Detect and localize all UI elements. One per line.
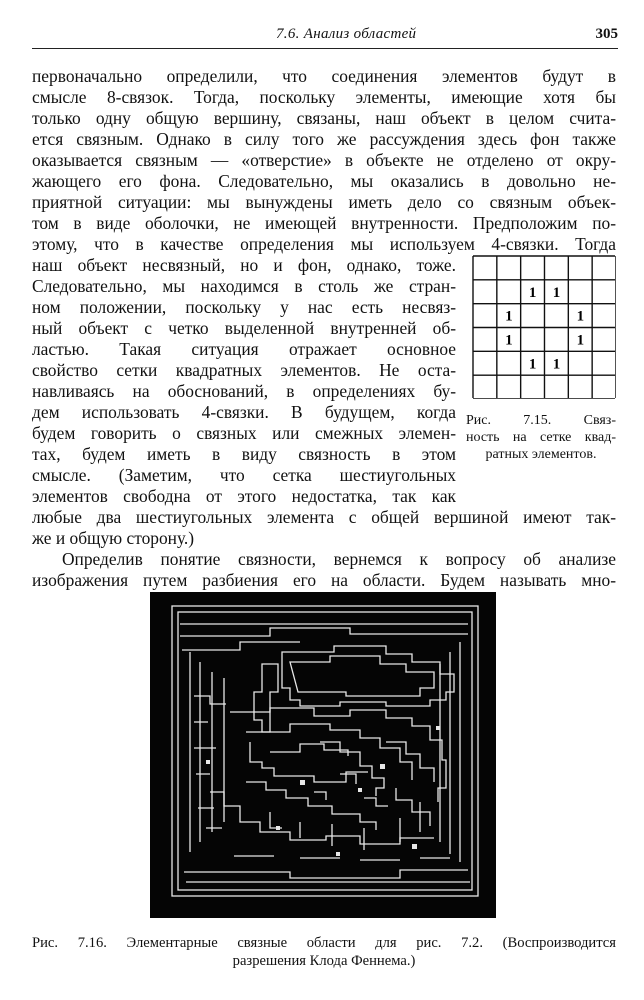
grid-cell-value: 1 xyxy=(552,356,561,373)
text-line: этому, что в качестве определения мы используем 4-связки. Тогда xyxy=(32,234,616,254)
figure-7-15-caption xyxy=(466,412,616,463)
running-title: 7.6. Анализ областей xyxy=(276,26,417,42)
text-line: будем говорить о связных или смежных элемен- xyxy=(32,423,456,443)
text-line: навливаясь на обоснований, в определениях бу- xyxy=(32,381,456,401)
connected-regions-image xyxy=(150,592,496,918)
text-line: жающего его фона. Следовательно, мы оказались в довольно не- xyxy=(32,171,616,191)
caption-line: Рис. 7.16. Элементарные связные области для рис. 7.2. (Воспроизводится xyxy=(32,935,616,951)
figure-7-16-caption xyxy=(32,934,616,970)
text-line: любые два шестиугольных элемента с общей вершиной имеют так- xyxy=(32,507,616,527)
grid-cell-value: 1 xyxy=(528,356,537,373)
text-line: дем использовать 4-связки. В будущем, когда xyxy=(32,402,456,422)
text-line: элементов свободна от этого недостатка, так как xyxy=(32,486,456,506)
text-line: только одну общую вершину, связаны, наш объект в целом счита- xyxy=(32,108,616,128)
caption-line: ность на сетке квад- xyxy=(466,430,616,445)
text-line: наш объект несвязный, но и фон, однако, тоже. xyxy=(32,255,456,275)
grid-cell-value: 1 xyxy=(576,308,585,325)
text-line: том в виде оболочки, не имеющей внутренности. Предположим по- xyxy=(32,213,616,233)
grid-cell-value: 1 xyxy=(552,284,561,301)
caption-line: разрешения Клода Феннема.) xyxy=(232,953,416,969)
text-line: приятной ситуации: мы вынуждены иметь дело со связным объек- xyxy=(32,192,616,212)
grid-cell-value: 1 xyxy=(576,332,585,349)
figure-7-15-grid xyxy=(472,255,616,404)
text-line: ный объект с четко выделенной внутренней об- xyxy=(32,318,456,338)
text-line: смысле 8-связок. Тогда, поскольку элементы, имеющие хотя бы xyxy=(32,87,616,107)
text-line: оказывается связным — «отверстие» в объекте не отделено от окру- xyxy=(32,150,616,170)
grid-cell-value: 1 xyxy=(505,308,513,325)
grid-cell-value: 1 xyxy=(528,284,537,301)
text-line: же и общую сторону.) xyxy=(32,528,195,548)
figure-7-16-image xyxy=(150,592,496,918)
grid-cell-value: 1 xyxy=(505,332,513,349)
caption-line: ратных элементов. xyxy=(485,447,597,462)
text-line: свойство сетки квадратных элементов. Не оста- xyxy=(32,360,456,380)
text-line: ном положении, поскольку у нас есть несвяз- xyxy=(32,297,456,317)
text-line: ется связным. Однако в силу того же рассуждения здесь фон также xyxy=(32,129,616,149)
caption-line: Рис. 7.15. Связ- xyxy=(466,413,616,428)
text-line: Определив понятие связности, вернемся к вопросу об анализе xyxy=(62,549,616,569)
text-line: ластью. Такая ситуация отражает основное xyxy=(32,339,456,359)
text-line: Следовательно, мы находимся в столь же стран- xyxy=(32,276,456,296)
header-rule xyxy=(32,48,618,49)
text-line: смысле. (Заметим, что сетка шестиугольных xyxy=(32,465,456,485)
text-line: изображения путем разбиения его на области. Будем называть мно- xyxy=(32,570,616,590)
page-header xyxy=(32,22,618,50)
square-grid-diagram xyxy=(472,255,616,399)
text-line: первоначально определили, что соединения элементов будут в xyxy=(32,66,616,86)
page-number: 305 xyxy=(595,26,618,42)
text-line: тах, будем иметь в виду связность в этом xyxy=(32,444,456,464)
